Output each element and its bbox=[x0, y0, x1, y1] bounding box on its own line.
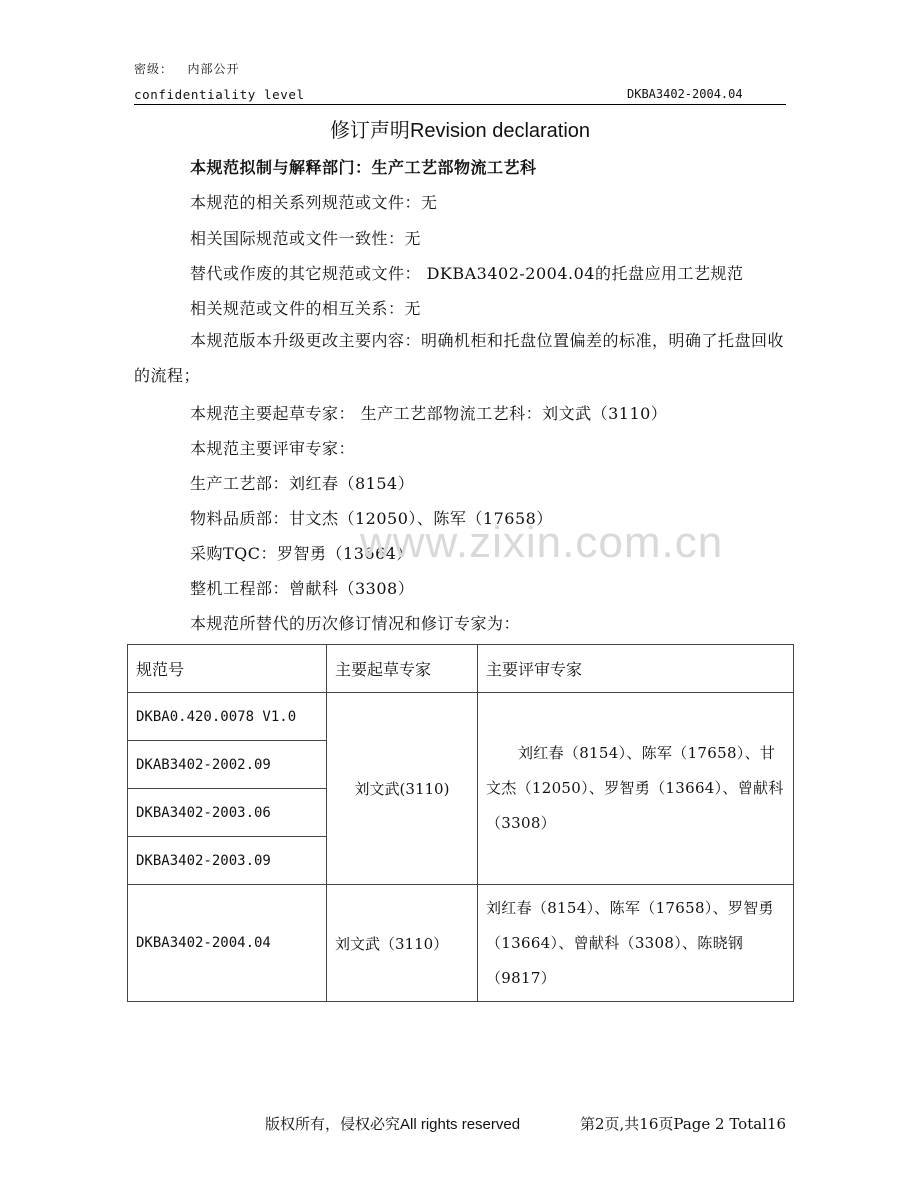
title-en: Revision declaration bbox=[409, 120, 591, 142]
table-row bbox=[128, 693, 794, 741]
main-reviewers-label: 本规范主要评审专家： bbox=[190, 439, 356, 458]
spec-code-cell: DKBA0.420.0078 V1.0 bbox=[128, 693, 327, 741]
security-level bbox=[134, 60, 239, 77]
header-main-reviewers: 主要评审专家 bbox=[478, 645, 794, 693]
header-main-drafter: 主要起草专家 bbox=[327, 645, 478, 693]
reviewer-line-4: 整机工程部：曾献科（3308） bbox=[190, 579, 415, 598]
header-doc-number: DKBA3402-2004.04 bbox=[627, 87, 743, 101]
history-intro-line: 本规范所替代的历次修订情况和修订专家为： bbox=[190, 614, 521, 633]
drafter-cell: 刘文武（3110） bbox=[327, 885, 478, 1002]
footer-page-info: 第2页,共16页Page 2 Total16 bbox=[580, 1115, 787, 1133]
upgrade-content-paragraph: 本规范版本升级更改主要内容：明确机柜和托盘位置偏差的标准，明确了托盘回收的流程； bbox=[134, 331, 785, 385]
main-drafter-line: 本规范主要起草专家： 生产工艺部物流工艺科：刘文武（3110） bbox=[190, 404, 668, 423]
security-value: 内部公开 bbox=[187, 62, 240, 76]
spec-code-cell: DKAB3402-2002.09 bbox=[128, 741, 327, 789]
reviewer-line-2: 物料品质部：甘文杰（12050）、陈军（17658） bbox=[190, 509, 553, 528]
reviewer-line-3: 采购TQC：罗智勇（13664） bbox=[190, 544, 413, 563]
footer-rights-cn: 版权所有，侵权必究 bbox=[265, 1115, 401, 1133]
reviewers-cell: 刘红春（8154）、陈军（17658）、罗智勇（13664）、曾献科（3308）、陈晓钢（9817） bbox=[478, 885, 794, 1002]
replaced-docs-line: 替代或作废的其它规范或文件： DKBA3402-2004.04的托盘应用工艺规范 bbox=[190, 264, 744, 283]
header-spec-number: 规范号 bbox=[128, 645, 327, 693]
spec-code-cell: DKBA3402-2003.06 bbox=[128, 789, 327, 837]
group-drafter-cell: 刘文武(3110) bbox=[327, 693, 478, 885]
footer-rights bbox=[265, 1113, 520, 1134]
spec-code-cell: DKBA3402-2004.04 bbox=[128, 885, 327, 1002]
page-title bbox=[0, 114, 920, 143]
title-cn: 修订声明 bbox=[329, 118, 410, 142]
spec-code-cell: DKBA3402-2003.09 bbox=[128, 837, 327, 885]
relationship-line: 相关规范或文件的相互关系：无 bbox=[190, 299, 422, 318]
footer-rights-en: All rights reserved bbox=[400, 1116, 521, 1133]
reviewer-line-1: 生产工艺部：刘红春（8154） bbox=[190, 474, 415, 493]
revision-history-table bbox=[127, 644, 794, 1002]
related-docs-line: 本规范的相关系列规范或文件：无 bbox=[190, 193, 438, 212]
watermark: www.zixin.com.cn bbox=[360, 518, 724, 567]
group-reviewers-cell: 刘红春（8154）、陈军（17658）、甘文杰（12050）、罗智勇（13664）、曾献科（3308） bbox=[478, 693, 794, 885]
security-label: 密级： bbox=[134, 62, 174, 76]
header-divider bbox=[134, 104, 786, 105]
confidentiality-label: confidentiality level bbox=[134, 87, 305, 102]
table-row bbox=[128, 885, 794, 1002]
intl-consistency-line: 相关国际规范或文件一致性：无 bbox=[190, 229, 422, 248]
dept-line: 本规范拟制与解释部门：生产工艺部物流工艺科 bbox=[190, 158, 537, 177]
table-header-row bbox=[128, 645, 794, 693]
